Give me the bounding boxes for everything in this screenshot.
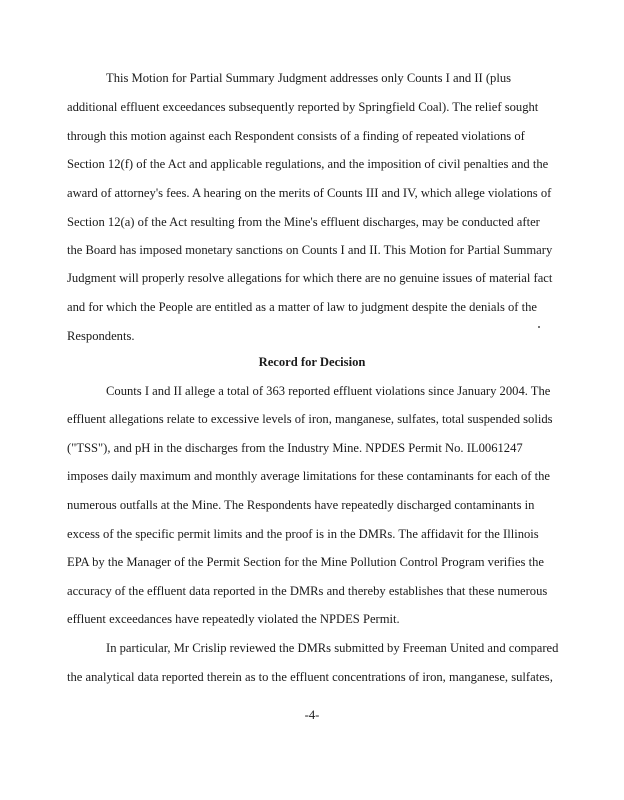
text-line: ("TSS"), and pH in the discharges from the Industry Mine. NPDES Permit No. IL0061247 [67, 441, 523, 455]
text-line: Section 12(a) of the Act resulting from the Mine's effluent discharges, may be conducted after [67, 215, 540, 229]
text-line: In particular, Mr Crislip reviewed the DMRs submitted by Freeman United and compared [106, 641, 559, 655]
text-line: imposes daily maximum and monthly average limitations for these contaminants for each of the [67, 469, 550, 483]
section-heading: Record for Decision [258, 355, 366, 369]
text-line: numerous outfalls at the Mine. The Respondents have repeatedly discharged contaminants in [67, 498, 535, 512]
text-line: EPA by the Manager of the Permit Section for the Mine Pollution Control Program verifies the [67, 555, 544, 569]
text-line: the Board has imposed monetary sanctions on Counts I and II. This Motion for Partial Summary [67, 243, 553, 257]
text-line: accuracy of the effluent data reported in the DMRs and thereby establishes that these numerous [67, 584, 548, 598]
text-line: excess of the specific permit limits and the proof is in the DMRs. The affidavit for the Illinois [67, 527, 539, 541]
text-line: This Motion for Partial Summary Judgment addresses only Counts I and II (plus [106, 71, 512, 85]
text-line: effluent exceedances have repeatedly violated the NPDES Permit. [67, 612, 400, 626]
page-number: -4- [304, 708, 320, 722]
text-line: Counts I and II allege a total of 363 reported effluent violations since January 2004. The [106, 384, 551, 398]
text-line: award of attorney's fees. A hearing on the merits of Counts III and IV, which allege violations of [67, 186, 552, 200]
text-line: the analytical data reported therein as to the effluent concentrations of iron, manganese, sulfates, [67, 670, 553, 684]
scan-speck [538, 326, 540, 328]
text-line: Respondents. [67, 329, 135, 343]
text-line: through this motion against each Respondent consists of a finding of repeated violations of [67, 129, 525, 143]
text-line: and for which the People are entitled as a matter of law to judgment despite the denials of the [67, 300, 538, 314]
text-line: additional effluent exceedances subsequently reported by Springfield Coal). The relief sought [67, 100, 539, 114]
text-line: Section 12(f) of the Act and applicable regulations, and the imposition of civil penalties and the [67, 157, 549, 171]
text-line: Judgment will properly resolve allegations for which there are no genuine issues of material fact [67, 271, 553, 285]
text-line: effluent allegations relate to excessive levels of iron, manganese, sulfates, total suspended solids [67, 412, 553, 426]
